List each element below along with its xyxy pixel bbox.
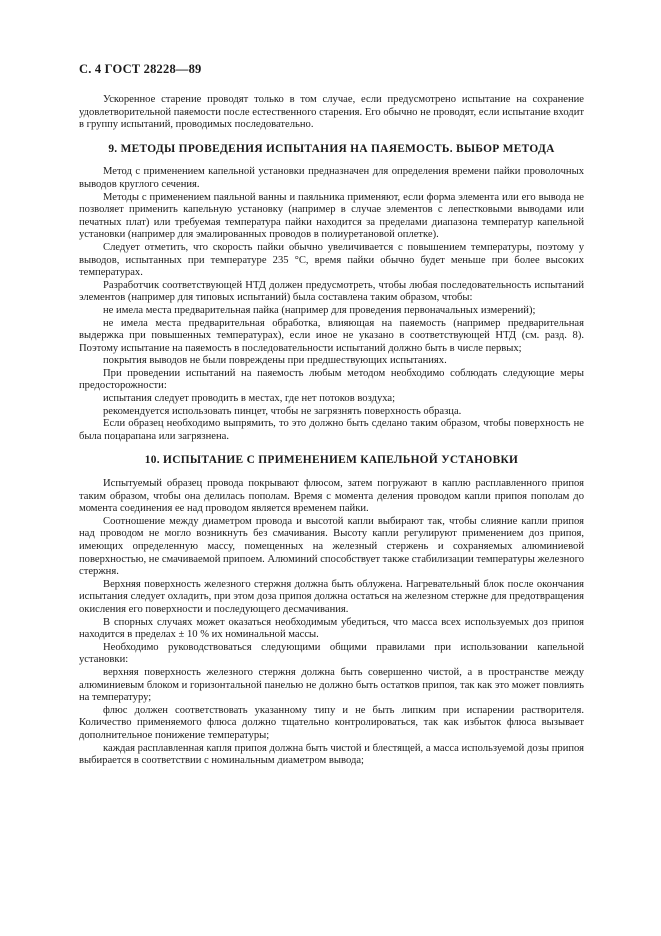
section-9-paragraph: Методы с применением паяльной ванны и паяльника применяют, если форма элемента или его вывода не позволяет применить капельную установку (например в случае элементов с лепестковыми выводами или печатных плат) или требуемая температура пайки находится за пределами диапазона температур капельной установки (например для эмалированных проводов в полиуретановой оплетке). <box>79 191 584 241</box>
section-10-paragraph: Соотношение между диаметром провода и высотой капли выбирают так, чтобы слияние капли припоя над проводом не могло возникнуть без смачивания. Высоту капли регулируют применением доз припоя, имеющих определенную массу, помещенных на железный стержень и сохраняемых алюминиевой поверхностью, не смачиваемой припоем. Алюминий способствует также стабилизации температуры железного стержня. <box>79 515 584 578</box>
section-9-paragraph: Метод с применением капельной установки предназначен для определения времени пайки проволочных выводов круглого сечения. <box>79 166 584 190</box>
section-10-list-item: флюс должен соответствовать указанному типу и не быть липким при испарении растворителя. Количество применяемого флюса должно тщательно контролироваться, так как избыток флюса вызывает дополнительное понижение температуры; <box>79 704 584 741</box>
section-10-paragraph: Испытуемый образец провода покрывают флюсом, затем погружают в каплю расплавленного припоя таким образом, чтобы она делилась пополам. Время с момента деления проводом капли припоя пополам до момента соединения ее над проводом является временем пайки. <box>79 478 584 515</box>
section-10-list-item: верхняя поверхность железного стержня должна быть совершенно чистой, а в пространстве между алюминиевым блоком и горизонтальной панелью не должно быть остатков припоя, так как это может повлиять на температуру; <box>79 666 584 704</box>
section-9-list-item: не имела места предварительная обработка, влияющая на паяемость (например предварительная выдержка при повышенных температурах), если иное не указано в соответствующей НТД (см. разд. 8). Поэтому испытание на паяемость в последовательности испытаний должно быть в числе первых; <box>79 317 584 354</box>
document-body <box>79 94 584 768</box>
section-9-paragraph: Разработчик соответствующей НТД должен предусмотреть, чтобы любая последовательность испытаний элементов (например для типовых испытаний) была составлена таким образом, чтобы: <box>79 279 584 304</box>
section-9-list-item: покрытия выводов не были повреждены при предшествующих испытаниях. <box>103 355 447 367</box>
section-10-paragraph: Верхняя поверхность железного стержня должна быть облужена. Нагревательный блок после окончания испытания следует охладить, при этом доза припоя должна остаться на железном стержне для предотвращения окисления его поверхности и последующего десмачивания. <box>79 578 584 615</box>
section-10-paragraph: Необходимо руководствоваться следующими общими правилами при использовании капельной установки: <box>79 641 584 666</box>
section-9-list-item: рекомендуется использовать пинцет, чтобы не загрязнять поверхность образца. <box>103 405 462 417</box>
section-9-paragraph: Если образец необходимо выпрямить, то это должно быть сделано таким образом, чтобы поверхность не была поцарапана или загрязнена. <box>79 418 584 442</box>
section-9-list-item: не имела места предварительная пайка (например для проведения первоначальных измерений); <box>103 304 536 316</box>
section-10-list-item: каждая расплавленная капля припоя должна быть чистой и блестящей, а масса используемой дозы припоя выбирается в соответствии с номинальным диаметром вывода; <box>79 742 584 767</box>
section-10-title: 10. ИСПЫТАНИЕ С ПРИМЕНЕНИЕМ КАПЕЛЬНОЙ УСТАНОВКИ <box>144 454 519 467</box>
section-10-paragraph: В спорных случаях может оказаться необходимым убедиться, что масса всех используемых доз припоя находится в пределах ± 10 % их номинальной массы. <box>79 616 584 641</box>
section-9-paragraph: Следует отметить, что скорость пайки обычно увеличивается с повышением температуры, поэтому у выводов, испытанных при температуре 235 °С, время пайки обычно будет меньше при более высоких температурах. <box>79 241 584 279</box>
section-9-title: 9. МЕТОДЫ ПРОВЕДЕНИЯ ИСПЫТАНИЯ НА ПАЯЕМОСТЬ. ВЫБОР МЕТОДА <box>108 142 555 155</box>
section-9-paragraph: При проведении испытаний на паяемость любым методом необходимо соблюдать следующие меры предосторожности: <box>79 367 584 392</box>
intro-paragraph: Ускоренное старение проводят только в том случае, если предусмотрено испытание на сохранение удовлетворительной паяемости после естественного старения. Его обычно не проводят, если испытание входит в группу испытаний, проводимых последовательно. <box>79 94 584 131</box>
section-9-list-item: испытания следует проводить в местах, где нет потоков воздуха; <box>103 393 396 405</box>
page-header: С. 4 ГОСТ 28228—89 <box>79 62 202 76</box>
